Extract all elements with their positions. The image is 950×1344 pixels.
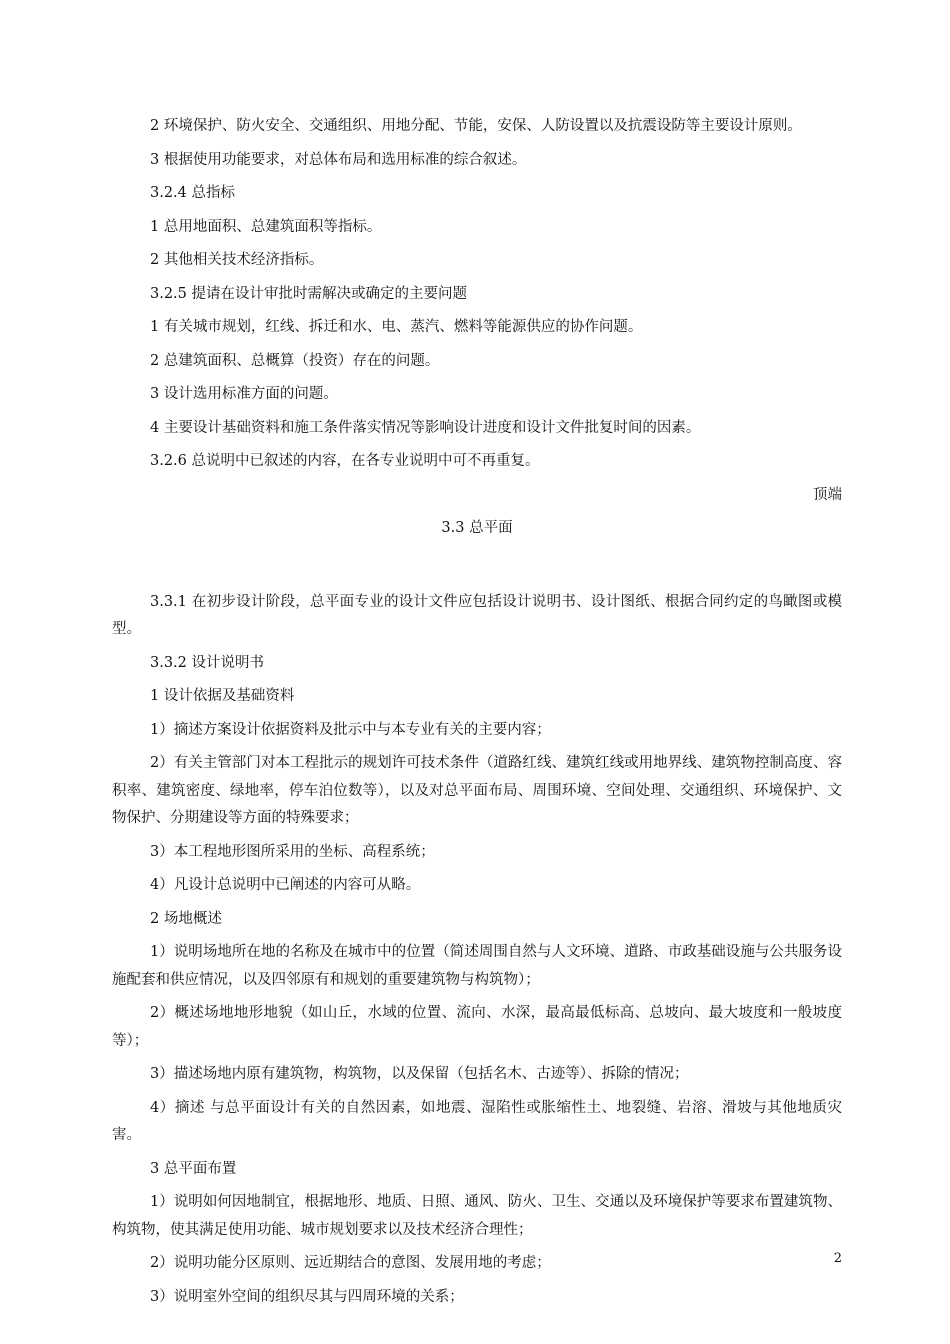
subsection-heading: 3.2.5 提请在设计审批时需解决或确定的主要问题 <box>150 285 468 302</box>
section-heading: 3.3 总平面 <box>441 520 513 536</box>
paragraph: 2）说明功能分区原则、远近期结合的意图、发展用地的考虑； <box>150 1255 551 1271</box>
paragraph: 1）说明如何因地制宜，根据地形、地质、日照、通风、防火、卫生、交通以及环境保护等要求布置建筑物、构筑物，使其满足使用功能、城市规划要求以及技术经济合理性； <box>112 1194 842 1238</box>
paragraph: 3）描述场地内原有建筑物，构筑物，以及保留（包括名木、古迹等）、拆除的情况； <box>150 1066 689 1082</box>
paragraph: 3）本工程地形图所采用的坐标、高程系统； <box>150 843 435 860</box>
paragraph: 1）说明场地所在地的名称及在城市中的位置（简述周围自然与人文环境、道路、市政基础设施与公共服务设施配套和供应情况，以及四邻原有和规划的重要建筑物与构筑物）； <box>112 944 842 988</box>
paragraph: 3 总平面布置 <box>150 1160 237 1177</box>
subsection-heading: 3.2.4 总指标 <box>150 185 236 201</box>
paragraph: 3.2.6 总说明中已叙述的内容，在各专业说明中可不再重复。 <box>150 453 540 469</box>
document-body <box>112 113 842 1317</box>
paragraph: 1 总用地面积、总建筑面积等指标。 <box>150 218 382 235</box>
paragraph: 2 其他相关技术经济指标。 <box>150 252 324 268</box>
paragraph: 1 设计依据及基础资料 <box>150 688 295 704</box>
paragraph: 1）摘述方案设计依据资料及批示中与本专业有关的主要内容； <box>150 721 551 738</box>
paragraph: 4 主要设计基础资料和施工条件落实情况等影响设计进度和设计文件批复时间的因素。 <box>150 419 701 436</box>
paragraph: 1 有关城市规划，红线、拆迁和水、电、蒸汽、燃料等能源供应的协作问题。 <box>150 319 643 335</box>
paragraph: 3 根据使用功能要求，对总体布局和选用标准的综合叙述。 <box>150 151 527 168</box>
page-number: 2 <box>833 1251 842 1266</box>
subsection-heading: 3.3.2 设计说明书 <box>150 654 265 671</box>
top-link[interactable]: 顶端 <box>813 486 842 503</box>
paragraph: 3.3.1 在初步设计阶段，总平面专业的设计文件应包括设计说明书、设计图纸、根据合同约定的鸟瞰图或模型。 <box>112 593 842 637</box>
paragraph: 4）摘述 与总平面设计有关的自然因素，如地震、湿陷性或胀缩性土、地裂缝、岩溶、滑坡与其他地质灾害。 <box>112 1099 842 1143</box>
paragraph: 4）凡设计总说明中已阐述的内容可从略。 <box>150 877 421 893</box>
paragraph: 2 总建筑面积、总概算（投资）存在的问题。 <box>150 352 440 369</box>
paragraph: 2）概述场地地形地貌（如山丘，水域的位置、流向、水深，最高最低标高、总坡向、最大坡度和一般坡度等）； <box>112 1005 842 1049</box>
paragraph: 2）有关主管部门对本工程批示的规划许可技术条件（道路红线、建筑红线或用地界线、建筑物控制高度、容积率、建筑密度、绿地率，停车泊位数等），以及对总平面布局、周围环境、空间处理、交通组织、环境保护、文物保护、分期建设等方面的特殊要求； <box>112 755 842 826</box>
paragraph: 3）说明室外空间的组织尽其与四周环境的关系； <box>150 1288 464 1305</box>
paragraph: 3 设计选用标准方面的问题。 <box>150 386 338 402</box>
paragraph: 2 场地概述 <box>150 910 222 927</box>
paragraph: 2 环境保护、防火安全、交通组织、用地分配、节能，安保、人防设置以及抗震设防等主要设计原则。 <box>150 118 802 134</box>
